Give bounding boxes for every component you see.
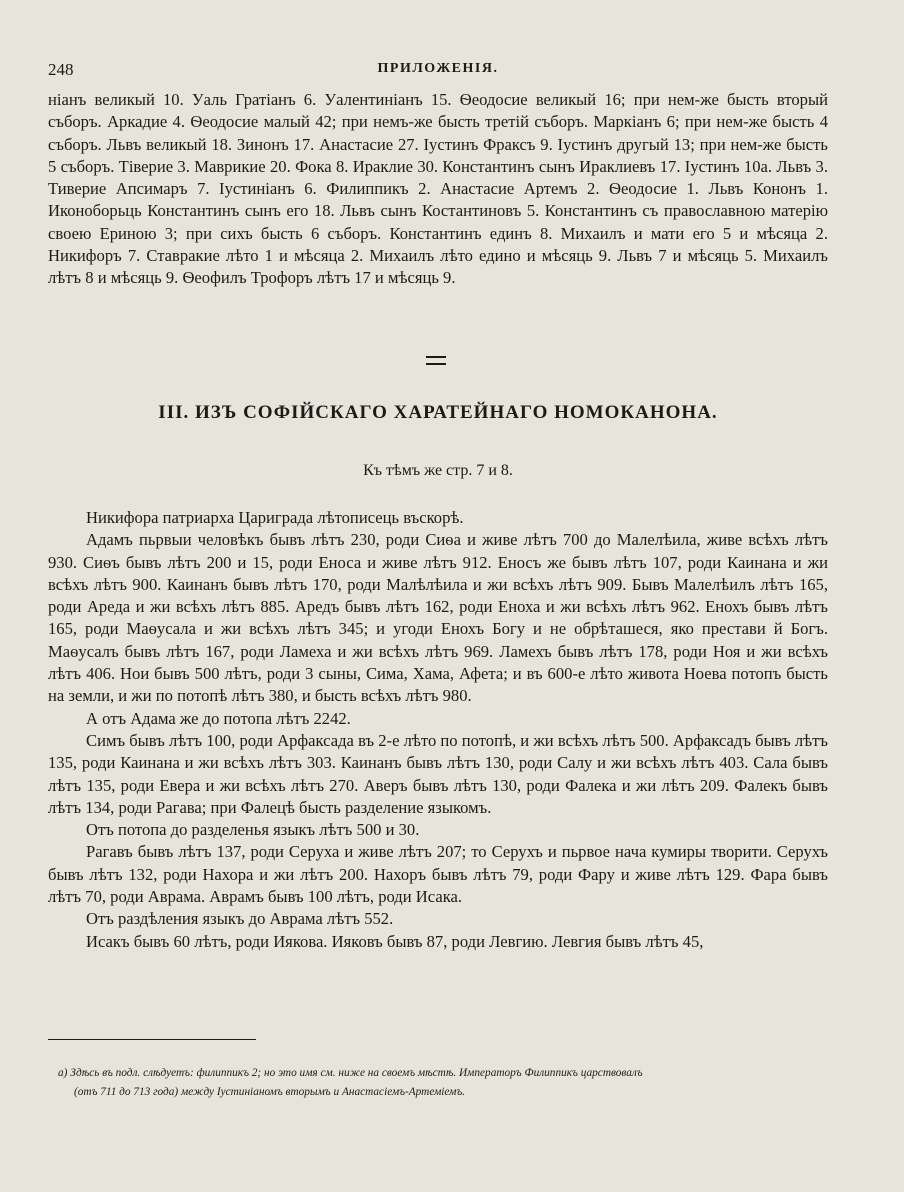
- paragraph: Никифора патриарха Цариграда лѣтописець въскорѣ.: [86, 508, 464, 527]
- paragraph: Отъ раздѣления языкъ до Аврама лѣтъ 552.: [86, 909, 394, 929]
- section-separator: [426, 356, 446, 365]
- section-title: III. ИЗЪ СОФІЙСКАГО ХАРАТЕЙНАГО НОМОКАНОНА.: [158, 402, 718, 423]
- paragraph: А отъ Адама же до потопа лѣтъ 2242.: [86, 708, 351, 728]
- footnote: [58, 1064, 828, 1102]
- footnote-line: а) Здѣсь въ подл. слѣдуетъ: филиппикъ 2; но это имя см. ниже на своемъ мѣстѣ. Императоръ Филиппикъ царствовалъ: [58, 1067, 643, 1079]
- paragraph: Рагавъ бывъ лѣтъ 137, роди Серуха и живе лѣтъ 207; то Серухъ и пьрвое нача кумиры творити. Серухъ бывъ лѣтъ 132, роди Нахора и жи лѣтъ 200. Нахоръ бывъ лѣтъ 79, роди Фару и живе лѣтъ 129. Фара бывъ лѣтъ 70, роди Аврама. Аврамъ бывъ 100 лѣтъ, роди Исака.: [48, 842, 828, 907]
- paragraph: Симъ бывъ лѣтъ 100, роди Арфаксада въ 2-е лѣто по потопѣ, и жи всѣхъ лѣтъ 500. Арфаксадъ бывъ лѣтъ 135, роди Каинана и жи всѣхъ лѣтъ 303. Каинанъ бывъ лѣтъ 130, роди Салу и жи всѣхъ лѣтъ 403. Сала бывъ лѣтъ 135, роди Евера и жи всѣхъ лѣтъ 270. Аверъ бывъ лѣтъ 130, роди Фалека и жи лѣтъ 209. Фалекъ бывъ лѣтъ 134, роди Рагава; при Фалецѣ бысть разделение языкомъ.: [48, 730, 828, 817]
- page-header: [48, 60, 828, 84]
- paragraph: Отъ потопа до разделенья языкъ лѣтъ 500 и 30.: [86, 820, 420, 840]
- continued-text-block: [48, 89, 828, 290]
- section-subtitle: Къ тѣмъ же стр. 7 и 8.: [363, 462, 513, 479]
- page-number: 248: [48, 60, 74, 79]
- footnote-line: (отъ 711 до 713 года) между Іустиніаномъ вторымъ и Анастасіемъ-Артеміемъ.: [74, 1086, 466, 1098]
- paragraph: Исакъ бывъ 60 лѣтъ, роди Иякова. Ияковъ бывъ 87, роди Левгию. Левгия бывъ лѣтъ 45,: [86, 931, 704, 951]
- footnote-rule: [48, 1039, 256, 1040]
- main-text-block: [48, 507, 828, 953]
- continued-paragraph: ніанъ великый 10. Уаль Гратіанъ 6. Уалентиніанъ 15. Ѳеодосие великый 16; при нем-же бысть вторый съборъ. Аркадие 4. Ѳеодосие малый 42; при немъ-же бысть третій съборъ. Маркіанъ 6; при нем-же бысть 4 съборъ. Львъ великый 18. Зинонъ 17. Анастасие 27. Іустинъ Фраксъ 9. Іустинъ другый 13; при нем-же бысть 5 съборъ. Тіверие 3. Маврикие 20. Фока 8. Ираклие 30. Константинъ сынъ Ираклиевъ 17. Іустинъ 10а. Львъ 3. Тиверие Апсимаръ 7. Іустиніанъ 6. Филиппикъ 2. Анастасие Артемъ 2. Ѳеодосие 1. Львъ Кононъ 1. Иконоборьць Константинъ сынъ его 18. Львъ сынъ Костантиновъ 5. Константинъ съ православною матерію своею Ериною 3; при сихъ бысть 6 съборъ. Константинъ единъ 8. Михаилъ и мати его 5 и мѣсяца 2. Никифоръ 7. Ставракие лѣто 1 и мѣсяца 2. Михаилъ лѣто едино и мѣсяць 9. Львъ 7 и мѣсяць 5. Михаилъ лѣтъ 8 и мѣсяць 9. Ѳеофилъ Трофоръ лѣтъ 17 и мѣсяць 9.: [48, 90, 828, 288]
- paragraph: Адамъ пьрвыи человѣкъ бывъ лѣтъ 230, роди Сиѳа и живе лѣтъ 700 до Малелѣила, живе всѣхъ лѣтъ 930. Сиѳъ бывъ лѣтъ 200 и 15, роди Еноса и живе лѣтъ 912. Еносъ же бывъ лѣтъ 107, роди Каинана и жи всѣхъ лѣтъ 900. Каинанъ бывъ лѣтъ 170, роди Малѣлѣила и жи всѣхъ лѣтъ 909. Бывъ Малелѣилъ лѣтъ 165, роди Ареда и жи всѣхъ лѣтъ 885. Аредъ бывъ лѣтъ 162, роди Еноха и жи всѣхъ лѣтъ 962. Енохъ бывъ лѣтъ 165, роди Маѳусала и жи всѣхъ лѣтъ 345; и угоди Енохъ Богу и не обрѣташеся, яко престави й Богъ. Маѳусалъ бывъ лѣтъ 167, роди Ламеха и жи всѣхъ лѣтъ 969. Ламехъ бывъ лѣтъ 178, роди Ноя и жи всѣхъ лѣтъ 406. Нои бывъ 500 лѣтъ, роди 3 сыны, Сима, Хама, Афета; и въ 600-е лѣто живота Ноева потопъ бысть на земли, и жи по потопѣ лѣтъ 380, и бысть всѣхъ лѣтъ 980.: [48, 530, 828, 706]
- running-head: ПРИЛОЖЕНІЯ.: [377, 61, 499, 76]
